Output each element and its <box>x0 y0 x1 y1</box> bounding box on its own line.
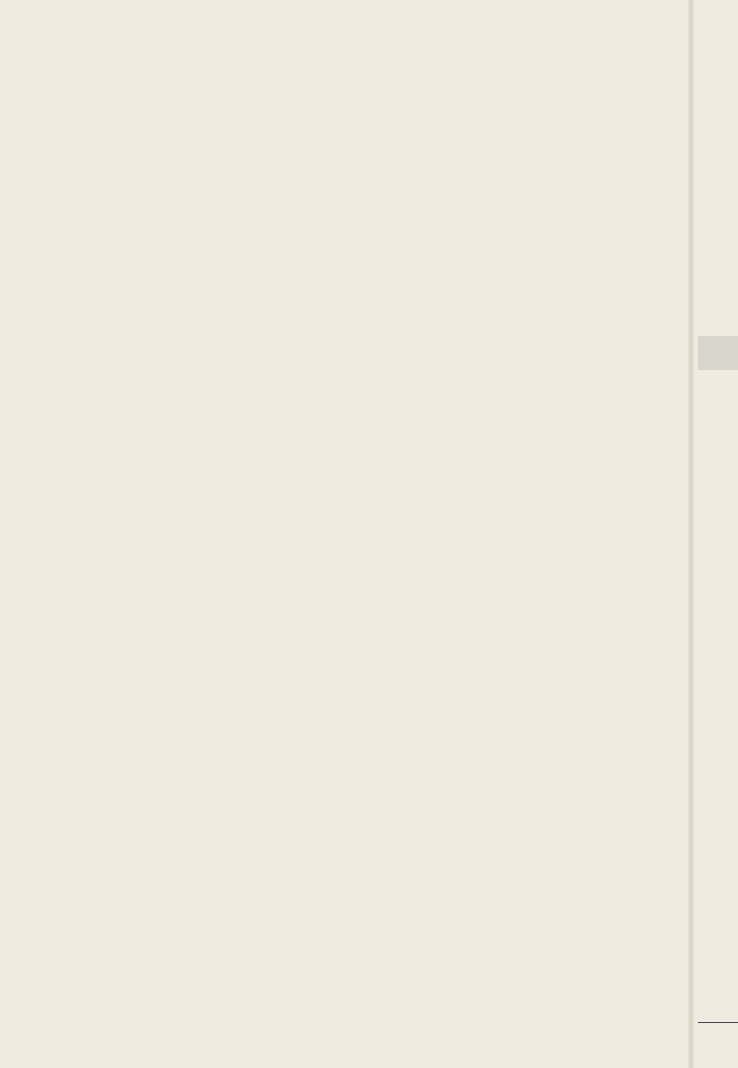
article-column-1 <box>22 148 234 1028</box>
article-column-3 <box>470 66 682 1026</box>
adjacent-heading-box <box>698 336 738 370</box>
column-rule <box>698 1022 738 1023</box>
adjacent-column <box>698 66 738 1026</box>
page-gutter <box>688 0 694 1068</box>
article-column-2 <box>246 107 458 1027</box>
